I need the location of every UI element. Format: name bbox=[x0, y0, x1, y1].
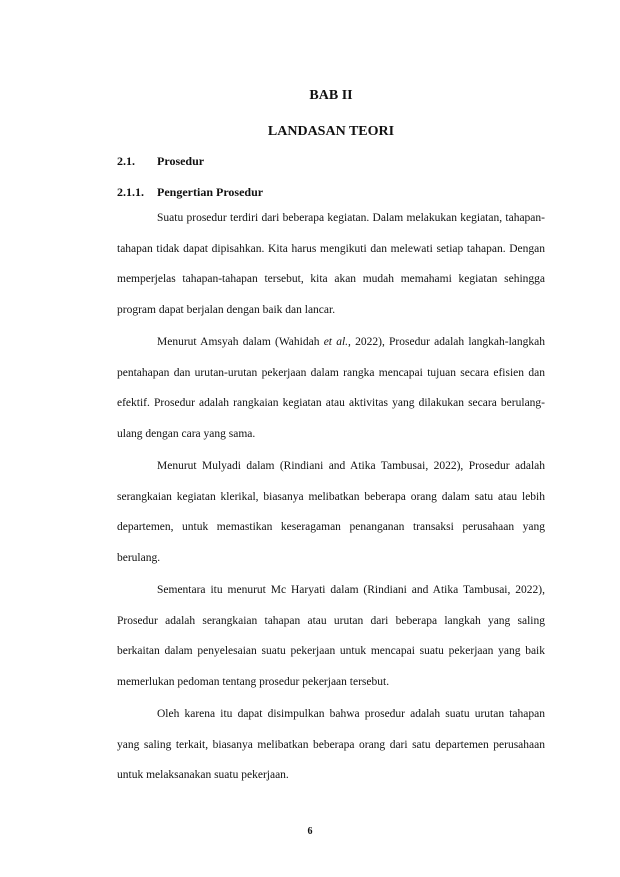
paragraph-text: , 2022), Prosedur adalah langkah-langkah pentahapan dan urutan-urutan pekerjaan dalam rangka mencapai tujuan secara efisien dan efektif. Prosedur adalah rangkaian kegiatan atau aktivitas yang dilakukan secara berulang-ulang dengan cara yang sama. bbox=[117, 336, 546, 440]
section-title: Prosedur bbox=[157, 154, 205, 168]
chapter-label: BAB II bbox=[309, 88, 353, 103]
chapter-title: LANDASAN TEORI bbox=[267, 124, 395, 139]
paragraph-haryati: Sementara itu menurut Mc Haryati dalam (Rindiani and Atika Tambusai, 2022), Prosedur adalah serangkaian tahapan atau urutan dari beberapa langkah yang saling berkaitan dalam penyelesaian suatu pekerjaan untuk mencapai suatu pekerjaan yang baik memerlukan pedoman tentang prosedur pekerjaan tersebut. bbox=[117, 584, 545, 688]
section-heading-2-1 bbox=[117, 154, 545, 169]
section-heading-2-1-1 bbox=[117, 185, 545, 200]
section-number: 2.1.1. bbox=[117, 185, 144, 199]
page-number: 6 bbox=[307, 826, 313, 837]
paragraph-italic: et al. bbox=[323, 336, 349, 348]
paragraph-text: Menurut Amsyah dalam (Wahidah bbox=[157, 336, 324, 348]
paragraph-intro: Suatu prosedur terdiri dari beberapa kegiatan. Dalam melakukan kegiatan, tahapan-tahapan tidak dapat dipisahkan. Kita harus mengikuti dan melewati setiap tahapan. Dengan memperjelas tahapan-tahapan tersebut, kita akan mudah memahami kegiatan sehingga program dapat berjalan dengan baik dan lancar. bbox=[117, 212, 545, 316]
paragraph-amsyah bbox=[117, 327, 545, 449]
section-number: 2.1. bbox=[117, 154, 135, 168]
paragraph-mulyadi: Menurut Mulyadi dalam (Rindiani and Atika Tambusai, 2022), Prosedur adalah serangkaian kegiatan klerikal, biasanya melibatkan beberapa orang dalam satu atau lebih departemen, untuk memastikan keseragaman penanganan transaksi perusahaan yang berulang. bbox=[117, 460, 545, 564]
paragraph-conclusion: Oleh karena itu dapat disimpulkan bahwa prosedur adalah suatu urutan tahapan yang saling terkait, biasanya melibatkan beberapa orang dari satu departemen perusahaan untuk melaksanakan suatu pekerjaan. bbox=[117, 708, 545, 781]
section-title: Pengertian Prosedur bbox=[157, 185, 264, 199]
